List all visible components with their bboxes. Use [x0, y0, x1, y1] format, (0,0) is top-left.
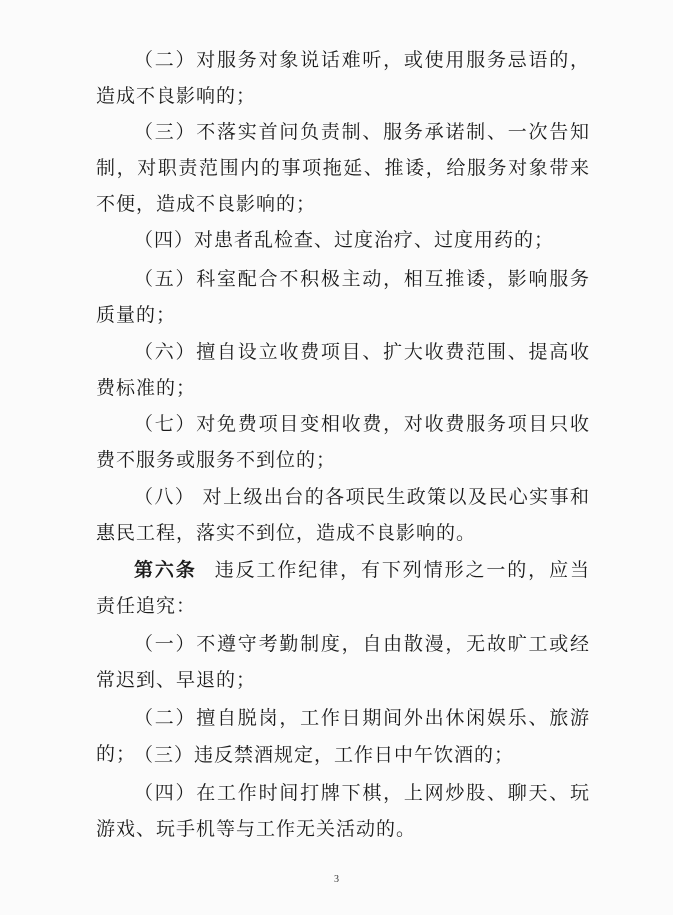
- paragraph-item-6: （六）擅自设立收费项目、扩大收费范围、提高收费标准的；: [96, 341, 590, 399]
- page-number: 3: [334, 874, 339, 885]
- paragraph-item-5: （五）科室配合不积极主动，相互推诿，影响服务质量的；: [96, 268, 590, 326]
- paragraph-item-7: （七）对免费项目变相收费，对收费服务项目只收费不服务或服务不到位的；: [96, 413, 590, 471]
- paragraph-item-8: （八） 对上级出台的各项民生政策以及民心实事和惠民工程，落实不到位，造成不良影响的。: [96, 486, 590, 544]
- paragraph-item-3: （三）不落实首问负责制、服务承诺制、一次告知制，对职责范围内的事项拖延、推诿，给服务对象带来不便，造成不良影响的；: [96, 121, 590, 215]
- paragraph-item-1b: （一）不遵守考勤制度，自由散漫，无故旷工或经常迟到、早退的；: [96, 633, 590, 691]
- paragraph-item-3b: （三）违反禁酒规定，工作日中午饮酒的；: [134, 744, 515, 766]
- article-six-label: 第六条: [134, 559, 197, 581]
- paragraph-item-4: （四）对患者乱检查、过度治疗、过度用药的；: [134, 229, 555, 251]
- article-six-paragraph: [96, 552, 590, 624]
- paragraph-item-4b: （四）在工作时间打牌下棋，上网炒股、聊天、玩游戏、玩手机等与工作无关活动的。: [96, 782, 590, 840]
- paragraph-item-2b: （二）擅自脱岗，工作日期间外出休闲娱乐、旅游的；: [96, 707, 590, 765]
- article-six-text: 违反工作纪律，有下列情形之一的，应当责任追究：: [96, 559, 590, 617]
- paragraph-item-2: （二）对服务对象说话难听，或使用服务忌语的，造成不良影响的；: [96, 49, 590, 107]
